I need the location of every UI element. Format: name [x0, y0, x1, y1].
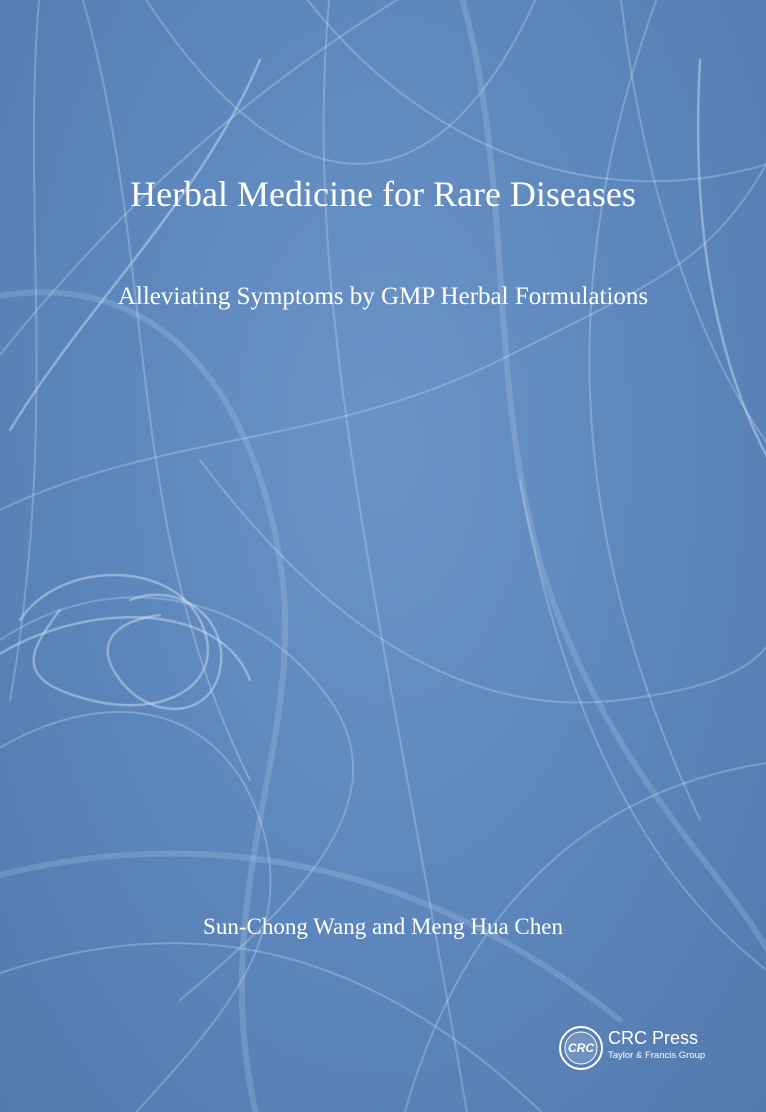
- book-authors: Sun-Chong Wang and Meng Hua Chen: [203, 914, 563, 939]
- publisher-logo-text: CRC: [568, 1041, 594, 1055]
- book-title: Herbal Medicine for Rare Diseases: [130, 174, 636, 214]
- crc-press-logo-icon: [558, 1025, 604, 1071]
- publisher-name: CRC Press: [608, 1028, 699, 1048]
- publisher-block: [558, 1025, 728, 1073]
- publisher-group: Taylor & Francis Group: [608, 1050, 706, 1061]
- book-subtitle: Alleviating Symptoms by GMP Herbal Formulations: [117, 283, 649, 310]
